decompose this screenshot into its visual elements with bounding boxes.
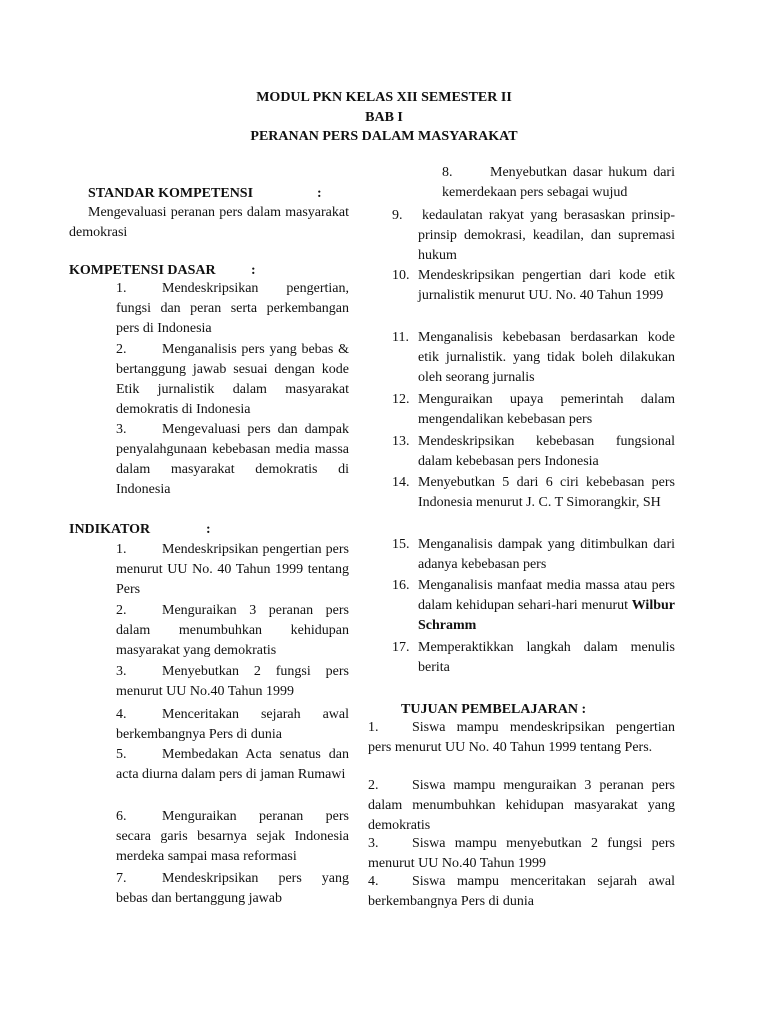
indikator-item xyxy=(392,206,675,266)
indikator-item xyxy=(116,807,349,867)
item-text: kedaulatan rakyat yang berasaskan prinsip-prinsip demokrasi, keadilan, dan supremasi hukum xyxy=(418,208,675,263)
item-number: 10. xyxy=(392,268,410,283)
item-number: 3. xyxy=(368,836,379,851)
indikator-item xyxy=(116,540,349,600)
indikator-item xyxy=(392,266,675,306)
item-number: 1. xyxy=(368,720,379,735)
item-number: 8. xyxy=(442,165,453,180)
indikator-item xyxy=(392,432,675,472)
item-text: Menganalisis pers yang bebas & bertanggung jawab sesuai dengan kode Etik jurnalistik dalam masyarakat demokratis di Indonesia xyxy=(116,342,349,417)
item-text: Membedakan Acta senatus dan acta diurna dalam pers di jaman Rumawi xyxy=(116,747,349,782)
item-text: Menguraikan upaya pemerintah dalam mengendalikan kebebasan pers xyxy=(418,392,675,427)
item-text: Mendeskripsikan pengertian, fungsi dan peran serta perkembangan pers di Indonesia xyxy=(116,281,349,336)
item-text: Menyebutkan 2 fungsi pers menurut UU No.40 Tahun 1999 xyxy=(116,664,349,699)
item-text: Mendeskripsikan pengertian pers menurut UU No. 40 Tahun 1999 tentang Pers xyxy=(116,542,349,597)
tujuan-heading: TUJUAN PEMBELAJARAN : xyxy=(401,702,587,717)
indikator-item xyxy=(392,576,675,636)
item-number: 2. xyxy=(368,778,379,793)
indikator-item xyxy=(116,662,349,702)
item-number: 11. xyxy=(392,330,409,345)
standar-heading xyxy=(88,184,253,204)
item-number: 2. xyxy=(116,342,127,357)
kompetensi-colon: : xyxy=(251,263,256,278)
item-text: Menyebutkan 5 dari 6 ciri kebebasan pers Indonesia menurut J. C. T Simorangkir, SH xyxy=(418,475,675,510)
item-number: 9. xyxy=(392,208,403,223)
item-text-bold: Wilbur Schramm xyxy=(418,598,675,633)
item-text: Menyebutkan dasar hukum dari kemerdekaan pers sebagai wujud xyxy=(442,165,675,200)
item-text: Siswa mampu menguraikan 3 peranan pers dalam menumbuhkan kehidupan masyarakat yang demokratis xyxy=(368,778,675,833)
item-text: Siswa mampu menyebutkan 2 fungsi pers menurut UU No.40 Tahun 1999 xyxy=(368,836,675,871)
standar-text: Mengevaluasi peranan pers dalam masyarakat demokrasi xyxy=(69,205,349,240)
indikator-item xyxy=(116,601,349,661)
indikator-item xyxy=(392,473,675,513)
indikator-colon: : xyxy=(206,522,211,537)
item-number: 1. xyxy=(116,281,127,296)
doc-title-line1: MODUL PKN KELAS XII SEMESTER II xyxy=(256,90,512,105)
standar-heading-text: STANDAR KOMPETENSI xyxy=(88,186,254,201)
item-text: Menguraikan 3 peranan pers dalam menumbuhkan kehidupan masyarakat yang demokratis xyxy=(116,603,349,658)
item-number: 13. xyxy=(392,434,410,449)
doc-title-line3: PERANAN PERS DALAM MASYARAKAT xyxy=(250,129,518,144)
item-number: 16. xyxy=(392,578,410,593)
tujuan-item xyxy=(368,718,675,758)
item-text: Mendeskripsikan kebebasan fungsional dalam kebebasan pers Indonesia xyxy=(418,434,675,469)
item-number: 4. xyxy=(116,707,127,722)
item-number: 15. xyxy=(392,537,410,552)
tujuan-item xyxy=(368,872,675,912)
item-number: 2. xyxy=(116,603,127,618)
item-number: 17. xyxy=(392,640,410,655)
tujuan-item xyxy=(368,776,675,836)
item-text: Memperaktikkan langkah dalam menulis berita xyxy=(418,640,675,675)
indikator-item xyxy=(392,390,675,430)
indikator-item xyxy=(116,745,349,785)
item-number: 12. xyxy=(392,392,410,407)
indikator-item xyxy=(442,163,675,203)
indikator-heading: INDIKATOR xyxy=(69,522,151,537)
indikator-item xyxy=(392,638,675,678)
item-number: 14. xyxy=(392,475,410,490)
kompetensi-heading: KOMPETENSI DASAR xyxy=(69,263,216,278)
item-number: 1. xyxy=(116,542,127,557)
item-text: Menganalisis dampak yang ditimbulkan dari adanya kebebasan pers xyxy=(418,537,675,572)
item-text: Menceritakan sejarah awal berkembangnya Pers di dunia xyxy=(116,707,349,742)
item-text: Menguraikan peranan pers secara garis besarnya sejak Indonesia merdeka sampai masa reformasi xyxy=(116,809,349,864)
indikator-item xyxy=(116,869,349,909)
kompetensi-item xyxy=(116,340,349,420)
kompetensi-item xyxy=(116,279,349,339)
tujuan-item xyxy=(368,834,675,874)
item-number: 6. xyxy=(116,809,127,824)
item-number: 4. xyxy=(368,874,379,889)
item-text xyxy=(418,576,675,636)
standar-colon: : xyxy=(317,186,322,201)
item-text: Mendeskripsikan pengertian dari kode etik jurnalistik menurut UU. No. 40 Tahun 1999 xyxy=(418,268,675,303)
item-number: 7. xyxy=(116,871,127,886)
doc-title-line2: BAB I xyxy=(365,110,403,125)
item-number: 5. xyxy=(116,747,127,762)
item-text: Mendeskripsikan pers yang bebas dan bertanggung jawab xyxy=(116,871,349,906)
item-text: Siswa mampu mendeskripsikan pengertian pers menurut UU No. 40 Tahun 1999 tentang Pers. xyxy=(368,720,675,755)
item-text: Mengevaluasi pers dan dampak penyalahgunaan kebebasan media massa dalam masyarakat demokratis di Indonesia xyxy=(116,422,349,497)
indikator-item xyxy=(116,705,349,745)
indikator-item xyxy=(392,328,675,388)
item-text-plain: Menganalisis manfaat media massa atau pers dalam kehidupan sehari-hari menurut xyxy=(418,578,675,613)
item-text: Menganalisis kebebasan berdasarkan kode etik jurnalistik. yang tidak boleh dilakukan oleh seorang jurnalis xyxy=(418,330,675,385)
indikator-item xyxy=(392,535,675,575)
item-text: Siswa mampu menceritakan sejarah awal berkembangnya Pers di dunia xyxy=(368,874,675,909)
item-number: 3. xyxy=(116,422,127,437)
kompetensi-item xyxy=(116,420,349,500)
item-number: 3. xyxy=(116,664,127,679)
